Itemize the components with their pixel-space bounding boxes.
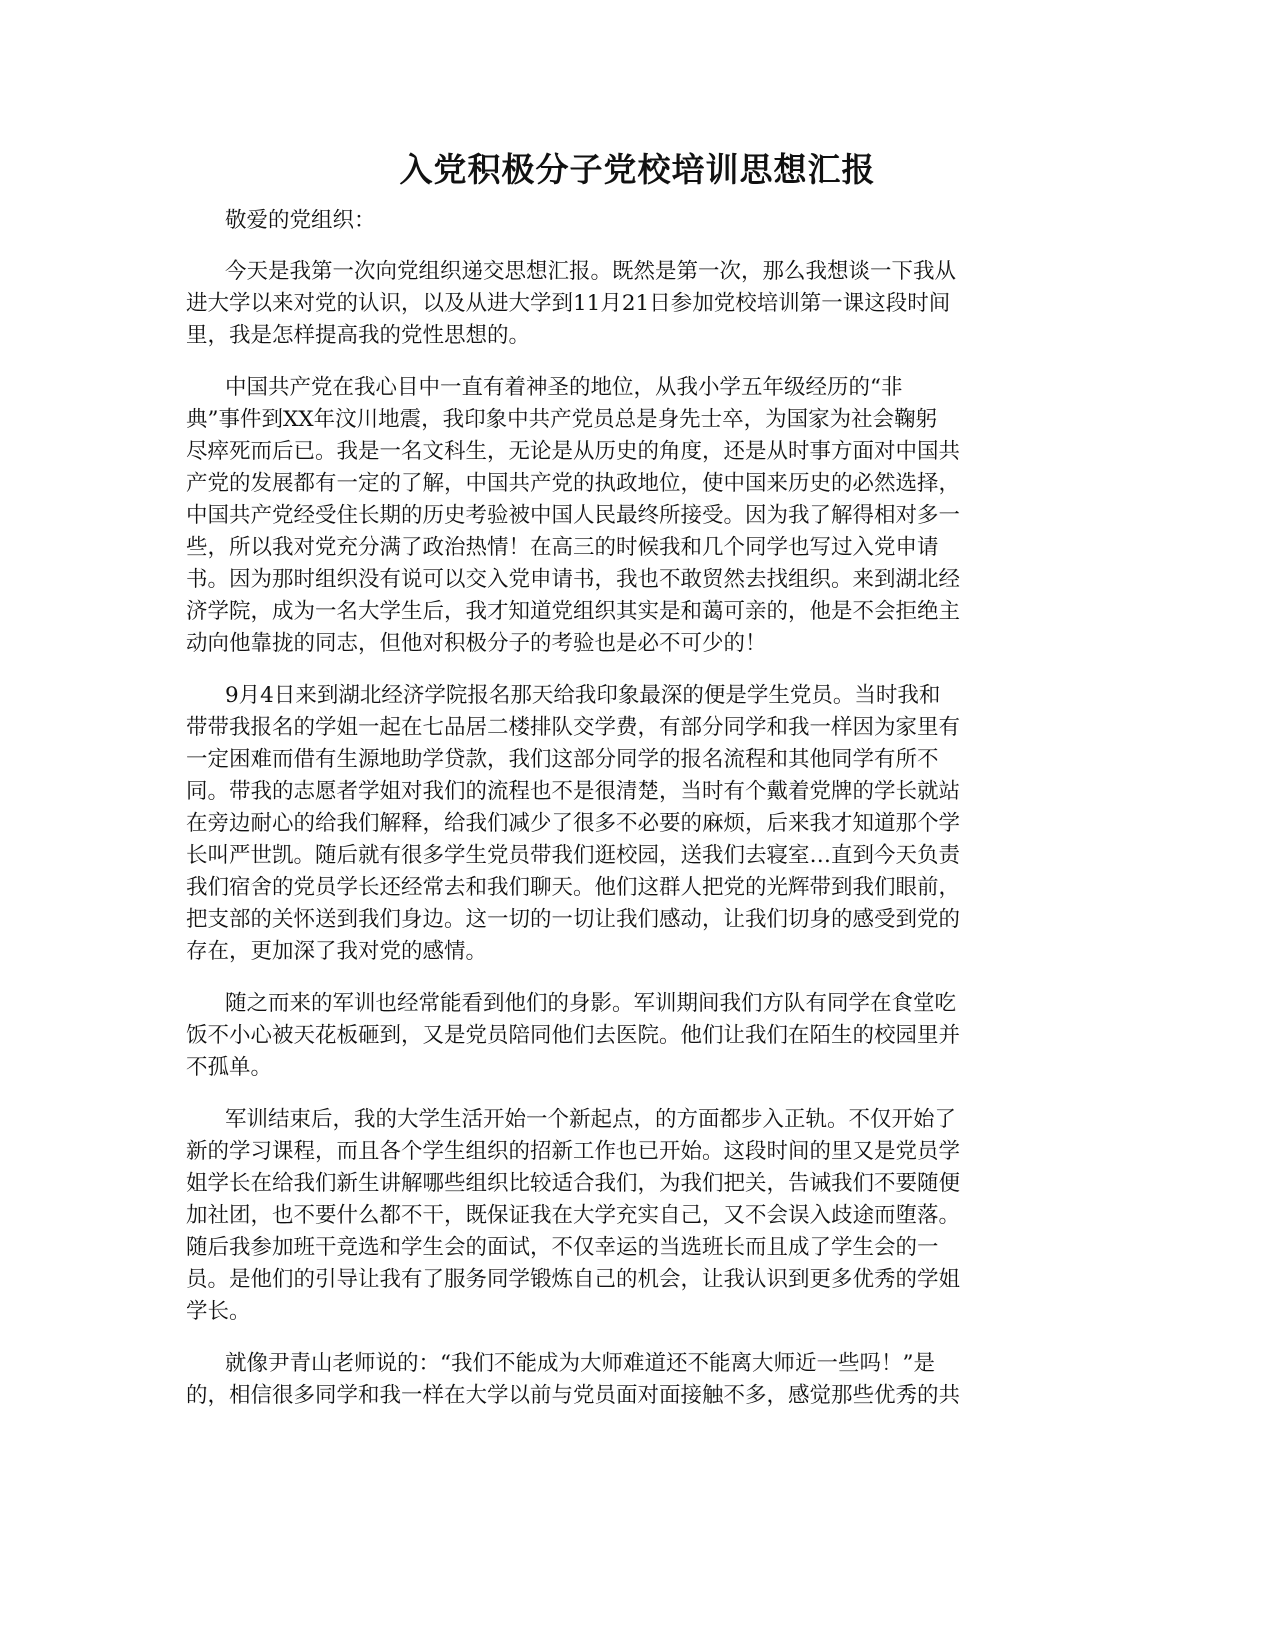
body-line: 随之而来的军训也经常能看到他们的身影。军训期间我们方队有同学在食堂吃 [225, 991, 957, 1016]
body-line: 中国共产党在我心目中一直有着神圣的地位，从我小学五年级经历的“非 [225, 375, 903, 400]
body-line: 在旁边耐心的给我们解释，给我们减少了很多不必要的麻烦，后来我才知道那个学 [186, 811, 961, 836]
body-line: 员。是他们的引导让我有了服务同学锻炼自己的机会，让我认识到更多优秀的学姐 [186, 1267, 961, 1292]
body-line: 就像尹青山老师说的：“我们不能成为大师难道还不能离大师近一些吗！”是 [225, 1351, 935, 1376]
body-line: 我们宿舍的党员学长还经常去和我们聊天。他们这群人把党的光辉带到我们眼前， [186, 875, 961, 900]
body-line: 9月4日来到湖北经济学院报名那天给我印象最深的便是学生党员。当时我和 [225, 683, 941, 708]
body-line: 军训结束后，我的大学生活开始一个新起点，的方面都步入正轨。不仅开始了 [225, 1107, 957, 1132]
body-line: 饭不小心被天花板砸到，又是党员陪同他们去医院。他们让我们在陌生的校园里并 [186, 1023, 961, 1048]
body-line: 不孤单。 [186, 1055, 273, 1080]
salutation: 敬爱的党组织： [225, 208, 376, 233]
document-title: 入党积极分子党校培训思想汇报 [399, 150, 876, 189]
body-line: 加社团，也不要什么都不干，既保证我在大学充实自己，又不会误入歧途而堕落。 [186, 1203, 961, 1228]
body-line: 带带我报名的学姐一起在七品居二楼排队交学费，有部分同学和我一样因为家里有 [186, 715, 961, 740]
body-line: 产党的发展都有一定的了解，中国共产党的执政地位，使中国来历史的必然选择， [186, 471, 961, 496]
body-line: 学长。 [186, 1299, 251, 1324]
body-line: 的，相信很多同学和我一样在大学以前与党员面对面接触不多，感觉那些优秀的共 [186, 1383, 961, 1408]
body-line: 姐学长在给我们新生讲解哪些组织比较适合我们，为我们把关，告诫我们不要随便 [186, 1171, 961, 1196]
body-line: 同。带我的志愿者学姐对我们的流程也不是很清楚，当时有个戴着党牌的学长就站 [186, 779, 961, 804]
body-line: 典”事件到XX年汶川地震，我印象中共产党员总是身先士卒，为国家为社会鞠躬 [186, 407, 938, 432]
body-line: 些，所以我对党充分满了政治热情！在高三的时候我和几个同学也写过入党申请 [186, 535, 939, 560]
body-line: 尽瘁死而后已。我是一名文科生，无论是从历史的角度，还是从时事方面对中国共 [186, 439, 961, 464]
body-line: 动向他靠拢的同志，但他对积极分子的考验也是必不可少的！ [186, 631, 767, 656]
body-line: 一定困难而借有生源地助学贷款，我们这部分同学的报名流程和其他同学有所不 [186, 747, 939, 772]
body-line: 书。因为那时组织没有说可以交入党申请书，我也不敢贸然去找组织。来到湖北经 [186, 567, 961, 592]
body-line: 新的学习课程，而且各个学生组织的招新工作也已开始。这段时间的里又是党员学 [186, 1139, 961, 1164]
body-line: 进大学以来对党的认识，以及从进大学到11月21日参加党校培训第一课这段时间 [186, 291, 951, 316]
body-line: 今天是我第一次向党组织递交思想汇报。既然是第一次，那么我想谈一下我从 [225, 259, 957, 284]
body-line: 随后我参加班干竞选和学生会的面试，不仅幸运的当选班长而且成了学生会的一 [186, 1235, 939, 1260]
body-line: 把支部的关怀送到我们身边。这一切的一切让我们感动，让我们切身的感受到党的 [186, 907, 961, 932]
body-line: 济学院，成为一名大学生后，我才知道党组织其实是和蔼可亲的，他是不会拒绝主 [186, 599, 961, 624]
body-line: 里，我是怎样提高我的党性思想的。 [186, 323, 531, 348]
body-line: 存在，更加深了我对党的感情。 [186, 939, 488, 964]
body-line: 长叫严世凯。随后就有很多学生党员带我们逛校园，送我们去寝室…直到今天负责 [186, 843, 961, 868]
body-line: 中国共产党经受住长期的历史考验被中国人民最终所接受。因为我了解得相对多一 [186, 503, 961, 528]
